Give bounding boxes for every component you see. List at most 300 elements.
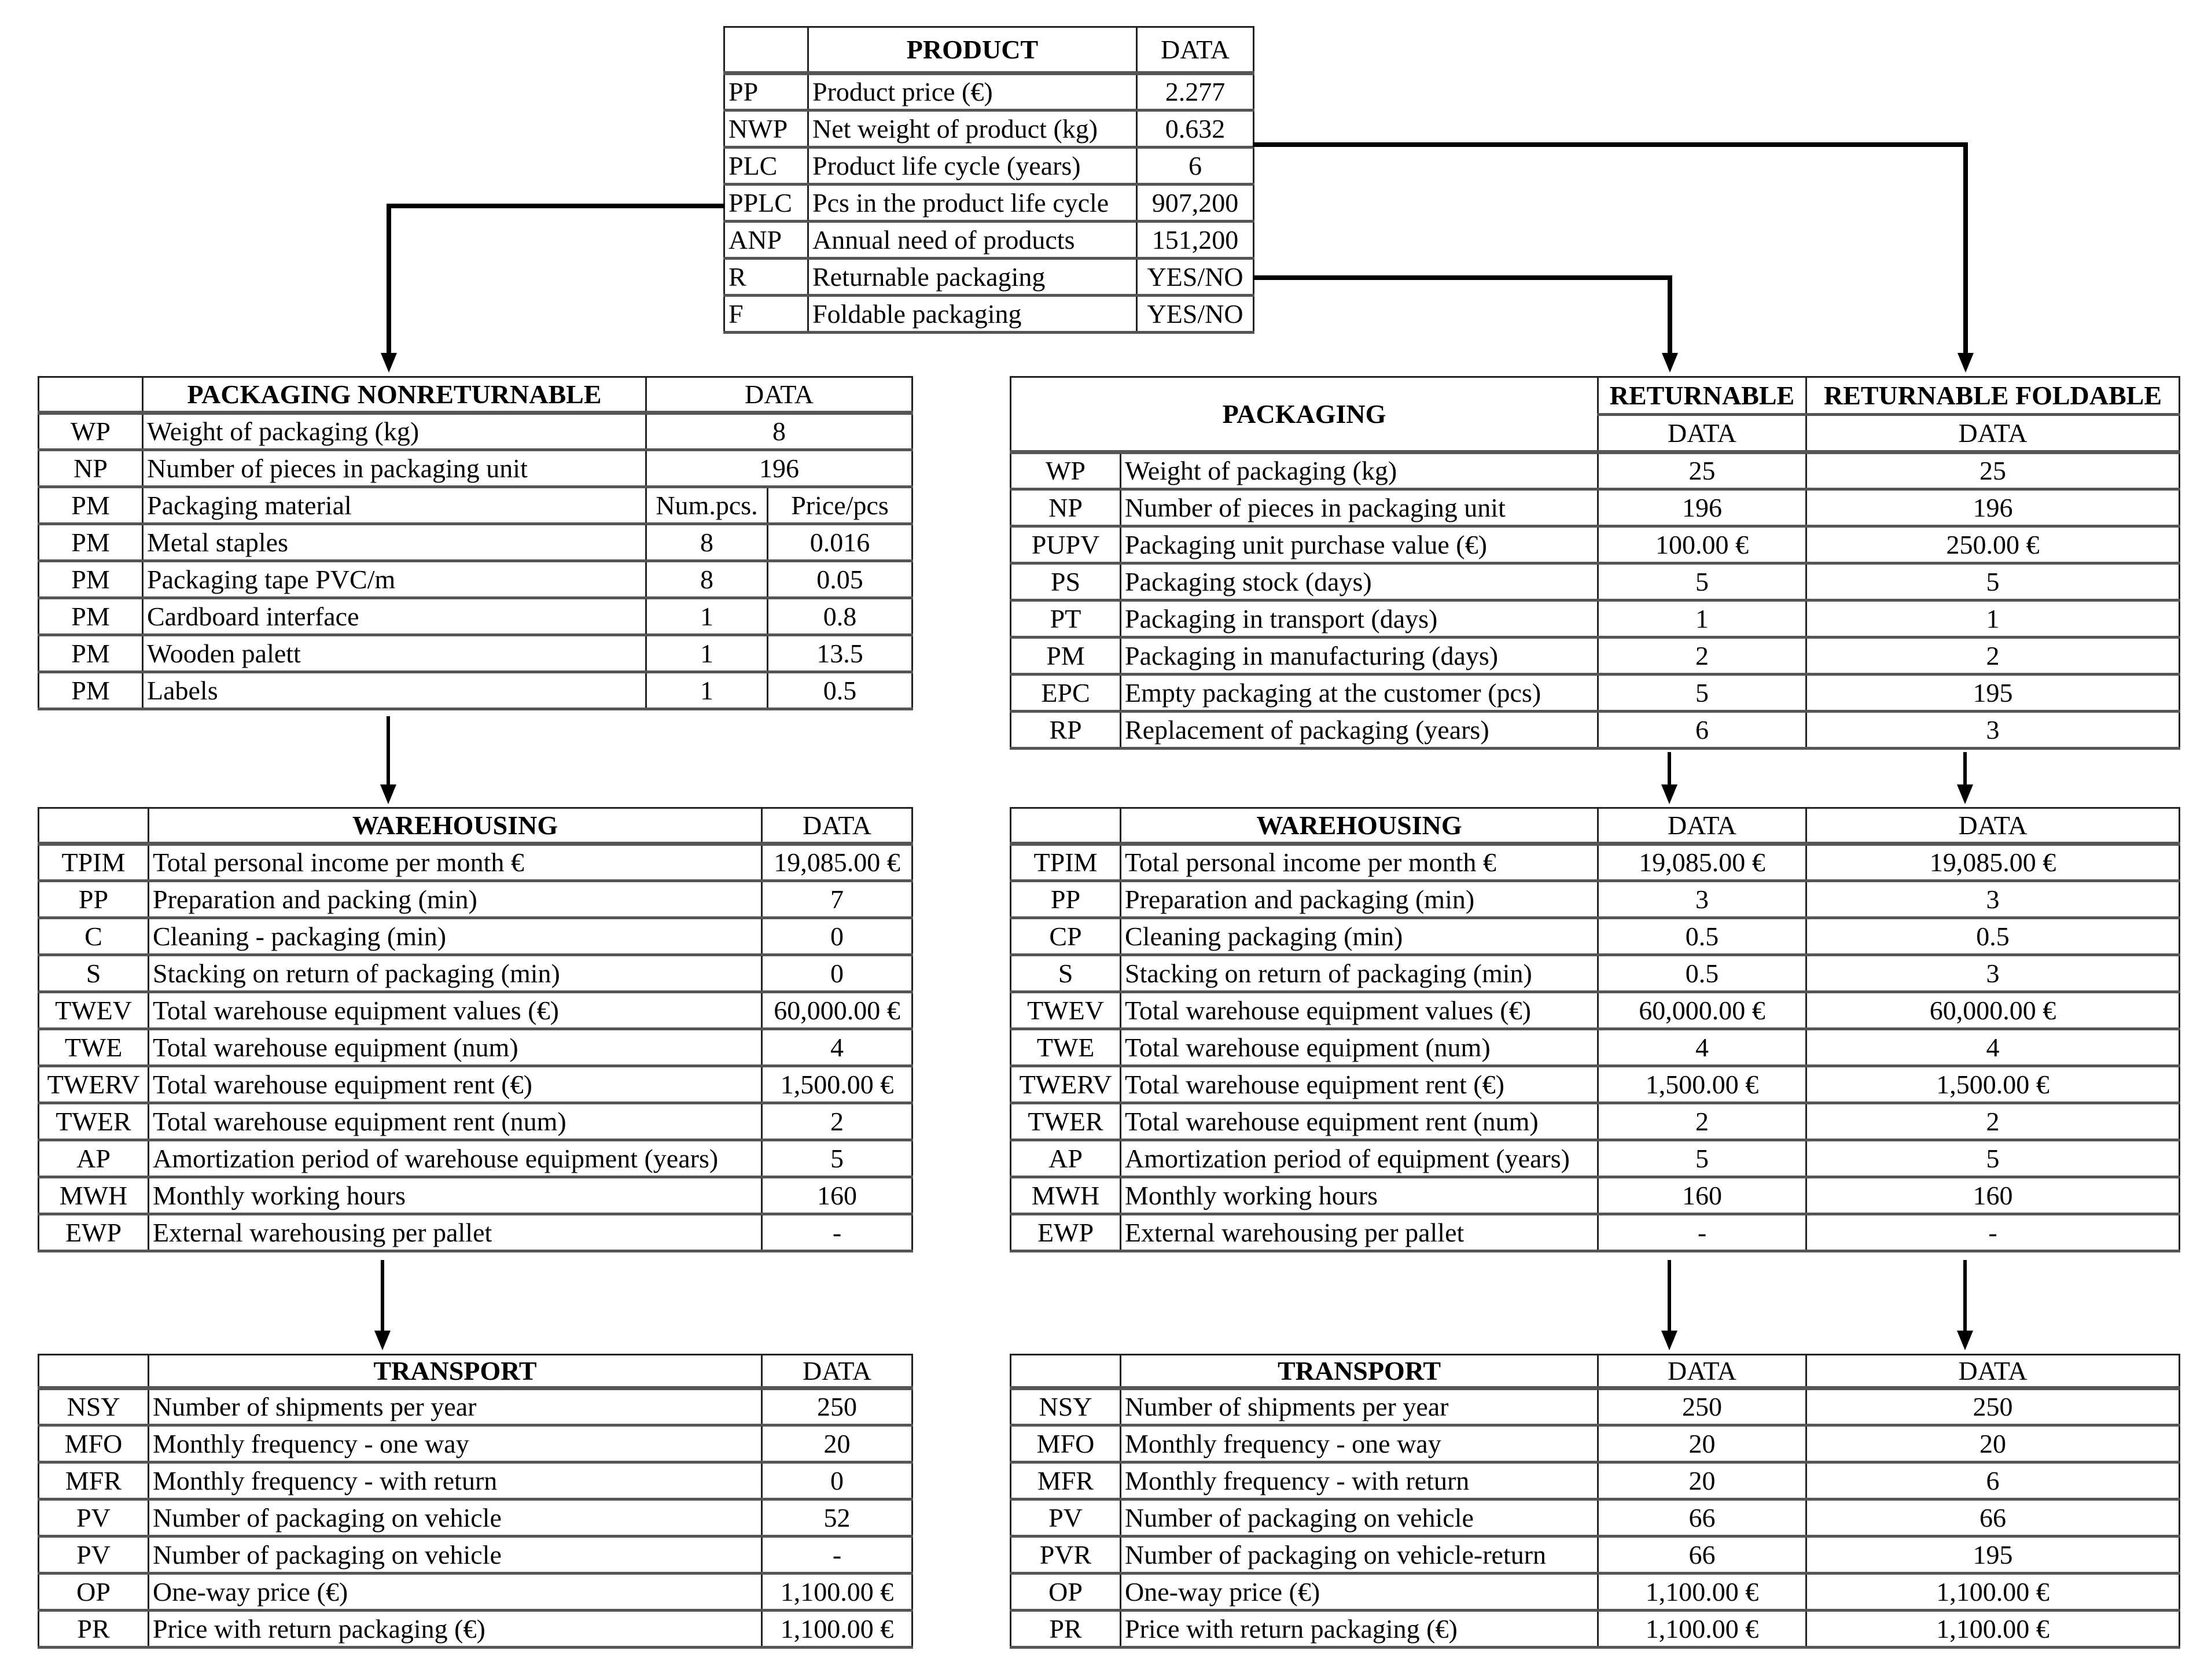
table-row	[39, 1611, 912, 1648]
row-code: NP	[39, 450, 143, 487]
table-row	[39, 487, 912, 524]
row-returnable-value: 160	[1598, 1177, 1806, 1214]
row-code: PP	[724, 73, 808, 110]
row-code: CP	[1011, 918, 1121, 955]
row-foldable-value: 196	[1806, 489, 2180, 526]
table-row	[1011, 1425, 2180, 1462]
data-header: DATA	[762, 808, 912, 844]
row-label: Empty packaging at the customer (pcs)	[1121, 675, 1598, 712]
table-row	[1011, 526, 2180, 563]
table-row	[39, 1177, 912, 1214]
row-foldable-value: 2	[1806, 1103, 2180, 1140]
row-label: Cardboard interface	[143, 598, 646, 635]
row-label: Product life cycle (years)	[808, 148, 1137, 185]
returnable-data-header: DATA	[1598, 1355, 1806, 1388]
table-row	[724, 148, 1254, 185]
table-row	[39, 561, 912, 598]
arrow-down-icon	[1661, 784, 1677, 804]
row-foldable-value: 5	[1806, 563, 2180, 600]
row-code: PR	[1011, 1611, 1121, 1648]
row-code: R	[724, 259, 808, 296]
arrow-down-icon	[374, 1331, 391, 1350]
returnable-data-header: DATA	[1598, 415, 1806, 452]
table-row	[1011, 1574, 2180, 1611]
row-label: Total warehouse equipment rent (num)	[1121, 1103, 1598, 1140]
data-header: DATA	[762, 1355, 912, 1388]
table-row	[1011, 1140, 2180, 1177]
row-code: MFR	[39, 1462, 149, 1500]
row-code: PM	[39, 524, 143, 561]
row-code: PV	[39, 1537, 149, 1574]
table-row	[39, 450, 912, 487]
row-code: PM	[39, 635, 143, 672]
row-code: PUPV	[1011, 526, 1121, 563]
row-label: Packaging unit purchase value (€)	[1121, 526, 1598, 563]
table-row	[39, 1500, 912, 1537]
connector-line	[387, 204, 724, 208]
foldable-data-header: DATA	[1806, 1355, 2180, 1388]
row-label: Labels	[143, 672, 646, 709]
row-foldable-value: 195	[1806, 675, 2180, 712]
row-code: ANP	[724, 222, 808, 259]
row-value: 0.632	[1137, 110, 1254, 148]
table-row	[1011, 844, 2180, 881]
row-label: Number of packaging on vehicle	[149, 1500, 762, 1537]
row-value: 4	[762, 1029, 912, 1066]
row-returnable-value: 20	[1598, 1425, 1806, 1462]
table-row	[39, 672, 912, 709]
row-value: 1,100.00 €	[762, 1574, 912, 1611]
row-label: Monthly frequency - one way	[149, 1425, 762, 1462]
arrow-down-icon	[1662, 353, 1678, 373]
row-label: External warehousing per pallet	[149, 1214, 762, 1251]
table-row	[724, 73, 1254, 110]
row-foldable-value: 3	[1806, 881, 2180, 918]
table-row	[39, 1029, 912, 1066]
row-code: TWEV	[1011, 992, 1121, 1029]
table-row	[39, 1388, 912, 1425]
header-blank	[724, 27, 808, 73]
row-code: MFR	[1011, 1462, 1121, 1500]
table-row	[39, 918, 912, 955]
row-value: 0	[762, 918, 912, 955]
table-row	[39, 1140, 912, 1177]
row-foldable-value: 5	[1806, 1140, 2180, 1177]
row-label: Packaging material	[143, 487, 646, 524]
row-label: Pcs in the product life cycle	[808, 185, 1137, 222]
row-code: TWERV	[1011, 1066, 1121, 1103]
table-row	[1011, 881, 2180, 918]
row-code: TWER	[1011, 1103, 1121, 1140]
table-row	[1011, 489, 2180, 526]
row-label: Amortization period of warehouse equipment (years)	[149, 1140, 762, 1177]
row-label: Total warehouse equipment (num)	[149, 1029, 762, 1066]
data-header: DATA	[646, 377, 912, 413]
row-foldable-value: 160	[1806, 1177, 2180, 1214]
row-returnable-value: 66	[1598, 1537, 1806, 1574]
row-code: S	[39, 955, 149, 992]
row-returnable-value: 2	[1598, 1103, 1806, 1140]
row-label: Total warehouse equipment rent (num)	[149, 1103, 762, 1140]
row-label: Preparation and packing (min)	[149, 881, 762, 918]
row-label: Weight of packaging (kg)	[1121, 452, 1598, 489]
row-code: PV	[39, 1500, 149, 1537]
row-returnable-value: 60,000.00 €	[1598, 992, 1806, 1029]
table-row	[1011, 1611, 2180, 1648]
row-label: Preparation and packaging (min)	[1121, 881, 1598, 918]
row-label: Number of packaging on vehicle-return	[1121, 1537, 1598, 1574]
row-label: Weight of packaging (kg)	[143, 413, 646, 450]
arrow-down-icon	[1957, 353, 1974, 373]
table-row	[39, 955, 912, 992]
table-row	[39, 1214, 912, 1251]
row-returnable-value: -	[1598, 1214, 1806, 1251]
row-returnable-value: 4	[1598, 1029, 1806, 1066]
row-label: Number of pieces in packaging unit	[143, 450, 646, 487]
row-code: TPIM	[39, 844, 149, 881]
row-label: Price with return packaging (€)	[1121, 1611, 1598, 1648]
table-row	[724, 110, 1254, 148]
row-code: TWE	[1011, 1029, 1121, 1066]
price-pcs-header: Price/pcs	[768, 487, 912, 524]
row-returnable-value: 2	[1598, 638, 1806, 675]
transport-returnable-table	[1010, 1354, 2180, 1649]
row-foldable-value: 4	[1806, 1029, 2180, 1066]
returnable-foldable-header: RETURNABLE FOLDABLE	[1806, 377, 2180, 415]
row-returnable-value: 1,500.00 €	[1598, 1066, 1806, 1103]
table-row	[39, 598, 912, 635]
table-row	[39, 881, 912, 918]
row-returnable-value: 3	[1598, 881, 1806, 918]
row-code: WP	[1011, 452, 1121, 489]
row-code: MWH	[39, 1177, 149, 1214]
row-price: 13.5	[768, 635, 912, 672]
row-returnable-value: 1	[1598, 600, 1806, 638]
arrow-down-icon	[1957, 784, 1973, 804]
row-code: RP	[1011, 712, 1121, 749]
table-row	[1011, 638, 2180, 675]
row-code: C	[39, 918, 149, 955]
row-label: One-way price (€)	[149, 1574, 762, 1611]
row-label: Total personal income per month €	[149, 844, 762, 881]
table-row	[724, 185, 1254, 222]
row-value: 2.277	[1137, 73, 1254, 110]
table-row	[1011, 955, 2180, 992]
row-label: Number of shipments per year	[149, 1388, 762, 1425]
foldable-data-header: DATA	[1806, 808, 2180, 844]
num-pcs-header: Num.pcs.	[646, 487, 768, 524]
row-label: Total warehouse equipment values (€)	[149, 992, 762, 1029]
row-code: NP	[1011, 489, 1121, 526]
row-label: Cleaning packaging (min)	[1121, 918, 1598, 955]
arrow-down-icon	[381, 353, 397, 373]
header-blank	[1011, 1355, 1121, 1388]
row-code: PS	[1011, 563, 1121, 600]
row-returnable-value: 25	[1598, 452, 1806, 489]
row-foldable-value: 1,100.00 €	[1806, 1611, 2180, 1648]
row-code: MFO	[39, 1425, 149, 1462]
row-label: Wooden palett	[143, 635, 646, 672]
connector-line	[1668, 275, 1672, 354]
row-returnable-value: 1,100.00 €	[1598, 1611, 1806, 1648]
warehousing-nonreturnable-table	[38, 807, 913, 1252]
row-foldable-value: 25	[1806, 452, 2180, 489]
packaging-nonreturnable-table	[38, 376, 913, 710]
row-code: MWH	[1011, 1177, 1121, 1214]
warehousing-returnable-table	[1010, 807, 2180, 1252]
row-code: AP	[1011, 1140, 1121, 1177]
row-value: 6	[1137, 148, 1254, 185]
row-code: PM	[39, 561, 143, 598]
row-foldable-value: 6	[1806, 1462, 2180, 1500]
row-foldable-value: 195	[1806, 1537, 2180, 1574]
data-header: DATA	[1137, 27, 1254, 73]
row-label: Returnable packaging	[808, 259, 1137, 296]
row-label: Packaging tape PVC/m	[143, 561, 646, 598]
connector-line	[387, 716, 390, 786]
row-code: EWP	[1011, 1214, 1121, 1251]
row-code: PM	[39, 487, 143, 524]
header-blank	[39, 808, 149, 844]
table-row	[1011, 1029, 2180, 1066]
row-label: Stacking on return of packaging (min)	[149, 955, 762, 992]
row-value: 0	[762, 955, 912, 992]
row-code: MFO	[1011, 1425, 1121, 1462]
packaging-title: PACKAGING	[1011, 377, 1598, 452]
row-value: 5	[762, 1140, 912, 1177]
row-returnable-value: 5	[1598, 675, 1806, 712]
row-code: TWE	[39, 1029, 149, 1066]
arrow-down-icon	[1957, 1331, 1973, 1350]
connector-line	[381, 1260, 384, 1332]
row-code: PT	[1011, 600, 1121, 638]
row-value: 250	[762, 1388, 912, 1425]
row-value: 20	[762, 1425, 912, 1462]
row-label: Total warehouse equipment values (€)	[1121, 992, 1598, 1029]
row-value: 907,200	[1137, 185, 1254, 222]
table-row	[39, 1425, 912, 1462]
row-label: Total warehouse equipment rent (€)	[1121, 1066, 1598, 1103]
returnable-header: RETURNABLE	[1598, 377, 1806, 415]
row-foldable-value: 19,085.00 €	[1806, 844, 2180, 881]
row-value: -	[762, 1537, 912, 1574]
row-label: Monthly frequency - one way	[1121, 1425, 1598, 1462]
transport-nonreturnable-table	[38, 1354, 913, 1649]
row-value: 151,200	[1137, 222, 1254, 259]
row-code: PLC	[724, 148, 808, 185]
row-value: YES/NO	[1137, 259, 1254, 296]
connector-line	[1963, 1260, 1967, 1332]
row-label: Total warehouse equipment rent (€)	[149, 1066, 762, 1103]
row-returnable-value: 250	[1598, 1388, 1806, 1425]
product-title: PRODUCT	[808, 27, 1137, 73]
table-row	[39, 635, 912, 672]
row-label: Stacking on return of packaging (min)	[1121, 955, 1598, 992]
row-foldable-value: 66	[1806, 1500, 2180, 1537]
table-row	[1011, 675, 2180, 712]
row-foldable-value: 1,100.00 €	[1806, 1574, 2180, 1611]
header-blank	[1011, 808, 1121, 844]
table-row	[39, 844, 912, 881]
row-label: Monthly working hours	[149, 1177, 762, 1214]
table-row	[1011, 992, 2180, 1029]
row-label: Number of pieces in packaging unit	[1121, 489, 1598, 526]
row-label: Number of packaging on vehicle	[149, 1537, 762, 1574]
table-row	[1011, 712, 2180, 749]
row-code: PM	[1011, 638, 1121, 675]
row-foldable-value: 20	[1806, 1425, 2180, 1462]
row-label: Total warehouse equipment (num)	[1121, 1029, 1598, 1066]
connector-line	[1963, 142, 1968, 354]
row-code: TPIM	[1011, 844, 1121, 881]
row-foldable-value: 60,000.00 €	[1806, 992, 2180, 1029]
row-returnable-value: 1,100.00 €	[1598, 1574, 1806, 1611]
row-price: 0.8	[768, 598, 912, 635]
table-row	[39, 524, 912, 561]
row-label: Product price (€)	[808, 73, 1137, 110]
row-returnable-value: 100.00 €	[1598, 526, 1806, 563]
row-value: 196	[646, 450, 912, 487]
table-row	[724, 222, 1254, 259]
table-row	[724, 259, 1254, 296]
row-code: PP	[39, 881, 149, 918]
arrow-down-icon	[380, 784, 396, 804]
row-returnable-value: 66	[1598, 1500, 1806, 1537]
row-num: 1	[646, 672, 768, 709]
row-label: Price with return packaging (€)	[149, 1611, 762, 1648]
row-code: NWP	[724, 110, 808, 148]
table-row	[724, 296, 1254, 333]
table-row	[1011, 1500, 2180, 1537]
row-label: Packaging in manufacturing (days)	[1121, 638, 1598, 675]
row-value: 0	[762, 1462, 912, 1500]
connector-line	[1668, 752, 1671, 786]
row-label: Packaging stock (days)	[1121, 563, 1598, 600]
row-code: OP	[39, 1574, 149, 1611]
row-value: -	[762, 1214, 912, 1251]
row-label: Annual need of products	[808, 222, 1137, 259]
row-label: Net weight of product (kg)	[808, 110, 1137, 148]
table-row	[1011, 563, 2180, 600]
table-row	[39, 1103, 912, 1140]
table-row	[1011, 1537, 2180, 1574]
row-price: 0.016	[768, 524, 912, 561]
row-code: EWP	[39, 1214, 149, 1251]
row-foldable-value: -	[1806, 1214, 2180, 1251]
row-label: Monthly frequency - with return	[1121, 1462, 1598, 1500]
row-code: TWEV	[39, 992, 149, 1029]
row-label: One-way price (€)	[1121, 1574, 1598, 1611]
row-code: AP	[39, 1140, 149, 1177]
table-row	[39, 1537, 912, 1574]
row-code: NSY	[1011, 1388, 1121, 1425]
connector-line	[1253, 275, 1672, 280]
arrow-down-icon	[1661, 1331, 1677, 1350]
table-row	[39, 413, 912, 450]
connector-line	[1253, 142, 1968, 147]
row-value: 19,085.00 €	[762, 844, 912, 881]
warehousing-title: WAREHOUSING	[1121, 808, 1598, 844]
row-num: 8	[646, 524, 768, 561]
row-value: YES/NO	[1137, 296, 1254, 333]
row-code: OP	[1011, 1574, 1121, 1611]
row-code: PR	[39, 1611, 149, 1648]
row-code: WP	[39, 413, 143, 450]
row-label: Amortization period of equipment (years)	[1121, 1140, 1598, 1177]
row-price: 0.5	[768, 672, 912, 709]
row-label: External warehousing per pallet	[1121, 1214, 1598, 1251]
row-code: PPLC	[724, 185, 808, 222]
row-code: PVR	[1011, 1537, 1121, 1574]
table-row	[1011, 1066, 2180, 1103]
row-code: S	[1011, 955, 1121, 992]
row-foldable-value: 250.00 €	[1806, 526, 2180, 563]
row-price: 0.05	[768, 561, 912, 598]
row-code: PP	[1011, 881, 1121, 918]
warehousing-title: WAREHOUSING	[149, 808, 762, 844]
row-foldable-value: 2	[1806, 638, 2180, 675]
packaging-returnable-table	[1010, 376, 2180, 750]
row-returnable-value: 6	[1598, 712, 1806, 749]
connector-line	[1963, 752, 1967, 786]
row-code: TWER	[39, 1103, 149, 1140]
row-returnable-value: 20	[1598, 1462, 1806, 1500]
row-label: Metal staples	[143, 524, 646, 561]
row-num: 1	[646, 635, 768, 672]
row-code: TWERV	[39, 1066, 149, 1103]
table-row	[1011, 1388, 2180, 1425]
connector-line	[387, 204, 391, 354]
table-row	[39, 992, 912, 1029]
table-row	[1011, 1214, 2180, 1251]
row-foldable-value: 250	[1806, 1388, 2180, 1425]
table-row	[1011, 1462, 2180, 1500]
table-row	[1011, 1177, 2180, 1214]
foldable-data-header: DATA	[1806, 415, 2180, 452]
row-returnable-value: 5	[1598, 1140, 1806, 1177]
row-code: F	[724, 296, 808, 333]
transport-title: TRANSPORT	[1121, 1355, 1598, 1388]
row-foldable-value: 1,500.00 €	[1806, 1066, 2180, 1103]
row-foldable-value: 3	[1806, 955, 2180, 992]
row-label: Monthly frequency - with return	[149, 1462, 762, 1500]
row-label: Number of shipments per year	[1121, 1388, 1598, 1425]
row-value: 1,100.00 €	[762, 1611, 912, 1648]
row-label: Packaging in transport (days)	[1121, 600, 1598, 638]
table-row	[1011, 918, 2180, 955]
row-returnable-value: 0.5	[1598, 918, 1806, 955]
table-row	[1011, 452, 2180, 489]
row-returnable-value: 19,085.00 €	[1598, 844, 1806, 881]
row-num: 1	[646, 598, 768, 635]
row-code: PM	[39, 598, 143, 635]
row-code: EPC	[1011, 675, 1121, 712]
row-num: 8	[646, 561, 768, 598]
row-label: Number of packaging on vehicle	[1121, 1500, 1598, 1537]
row-returnable-value: 196	[1598, 489, 1806, 526]
table-row	[1011, 600, 2180, 638]
row-value: 8	[646, 413, 912, 450]
table-row	[1011, 1103, 2180, 1140]
table-row	[39, 1462, 912, 1500]
row-label: Total personal income per month €	[1121, 844, 1598, 881]
product-table	[723, 26, 1254, 334]
row-label: Monthly working hours	[1121, 1177, 1598, 1214]
row-value: 1,500.00 €	[762, 1066, 912, 1103]
row-code: PM	[39, 672, 143, 709]
row-returnable-value: 5	[1598, 563, 1806, 600]
row-label: Cleaning - packaging (min)	[149, 918, 762, 955]
